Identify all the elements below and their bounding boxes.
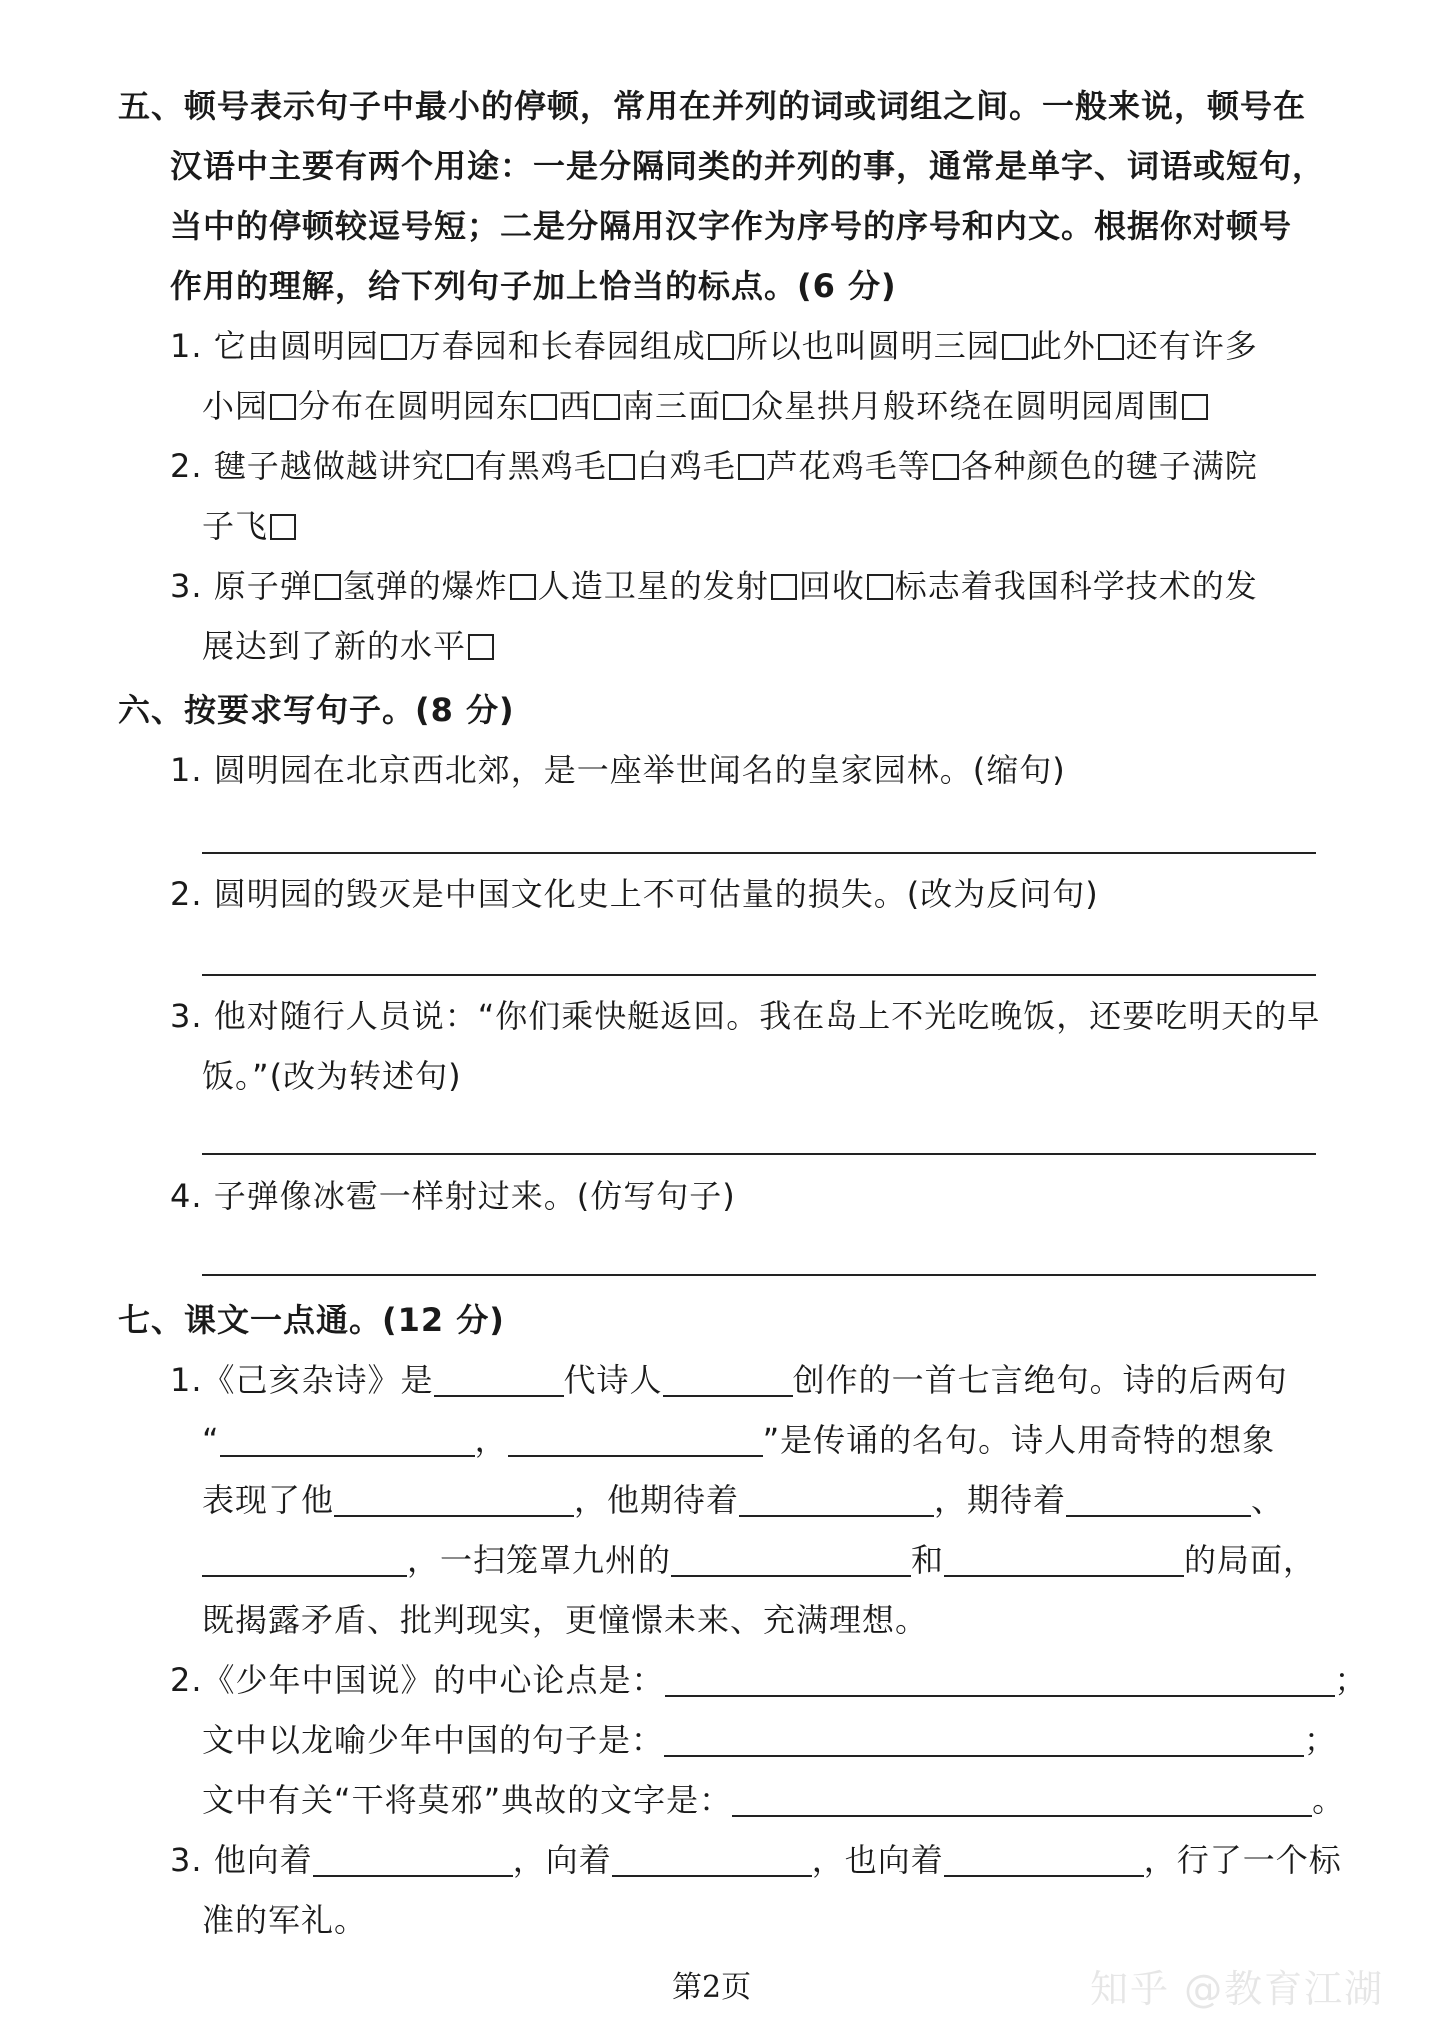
fill-blank[interactable] (671, 1545, 911, 1577)
fill-blank[interactable] (663, 1365, 793, 1397)
s7-question-1-line-3: 表现了他 ，他期待着 ，期待着 、 (202, 1481, 1285, 1519)
s7-question-2-line-1: 2.《少年中国说》的中心论点是： ； (170, 1661, 1368, 1699)
fill-blank[interactable] (612, 1845, 812, 1877)
fill-blank[interactable] (944, 1845, 1144, 1877)
s6-question-4: 4. 子弹像冰雹一样射过来。(仿写句子) (170, 1177, 736, 1215)
section-5-line-2: 汉语中主要有两个用途：一是分隔同类的并列的事，通常是单字、词语或短句， (170, 147, 1326, 185)
punctuation-box[interactable] (270, 514, 296, 540)
s6-question-1: 1. 圆明园在北京西北郊，是一座举世闻名的皇家园林。(缩句) (170, 751, 1066, 789)
fill-blank[interactable] (220, 1425, 475, 1457)
fill-blank[interactable] (944, 1545, 1184, 1577)
punctuation-box[interactable] (723, 394, 749, 420)
fill-blank[interactable] (665, 1665, 1335, 1697)
punctuation-box[interactable] (1182, 394, 1208, 420)
s6-question-3-line-1: 3. 他对随行人员说：“你们乘快艇返回。我在岛上不光吃晚饭，还要吃明天的早 (170, 997, 1321, 1035)
s6-answer-line-1[interactable] (202, 852, 1316, 854)
punctuation-box[interactable] (531, 394, 557, 420)
punctuation-box[interactable] (447, 454, 473, 480)
watermark: 知乎 @教育江湖 (1090, 1967, 1385, 2011)
s7-question-1-line-5: 既揭露矛盾、批判现实，更憧憬未来、充满理想。 (202, 1601, 929, 1639)
fill-blank[interactable] (664, 1725, 1304, 1757)
punctuation-box[interactable] (609, 454, 635, 480)
punctuation-box[interactable] (933, 454, 959, 480)
punctuation-box[interactable] (1098, 334, 1124, 360)
fill-blank[interactable] (313, 1845, 513, 1877)
s5-question-2-line-1: 2. 毽子越做越讲究 有黑鸡毛 白鸡毛 芦花鸡毛等 各种颜色的毽子满院 (170, 447, 1258, 485)
fill-blank[interactable] (202, 1545, 407, 1577)
fill-blank[interactable] (739, 1485, 934, 1517)
s5-question-1-line-1: 1. 它由圆明园 万春园和长春园组成 所以也叫圆明三园 此外 还有许多 (170, 327, 1258, 365)
section-5-line-1: 五、顿号表示句子中最小的停顿，常用在并列的词或词组之间。一般来说，顿号在 (118, 87, 1307, 125)
punctuation-box[interactable] (468, 634, 494, 660)
s7-question-2-line-2: 文中以龙喻少年中国的句子是： ； (202, 1721, 1338, 1759)
section-7-title: 七、课文一点通。(12 分) (118, 1301, 505, 1339)
s6-question-2: 2. 圆明园的毁灭是中国文化史上不可估量的损失。(改为反问句) (170, 875, 1099, 913)
punctuation-box[interactable] (315, 574, 341, 600)
page-number: 第2页 (672, 1970, 752, 2005)
fill-blank[interactable] (434, 1365, 564, 1397)
section-5-line-3: 当中的停顿较逗号短；二是分隔用汉字作为序号的序号和内文。根据你对顿号 (170, 207, 1293, 245)
punctuation-box[interactable] (510, 574, 536, 600)
punctuation-box[interactable] (738, 454, 764, 480)
punctuation-box[interactable] (708, 334, 734, 360)
punctuation-box[interactable] (867, 574, 893, 600)
s5-question-1-line-2: 小园 分布在圆明园东 西 南三面 众星拱月般环绕在圆明园周围 (202, 384, 1210, 428)
punctuation-box[interactable] (270, 394, 296, 420)
s7-question-1-line-1: 1.《己亥杂诗》是 代诗人 创作的一首七言绝句。诗的后两句 (170, 1361, 1288, 1399)
punctuation-box[interactable] (771, 574, 797, 600)
fill-blank[interactable] (508, 1425, 763, 1457)
s7-question-1-line-4: ，一扫笼罩九州的 和 的局面， (202, 1538, 1316, 1582)
section-6-title: 六、按要求写句子。(8 分) (118, 691, 515, 729)
s7-question-2-line-3: 文中有关“干将莫邪”典故的文字是： 。 (202, 1781, 1346, 1819)
punctuation-box[interactable] (381, 334, 407, 360)
s5-question-3-line-2: 展达到了新的水平 (202, 624, 496, 668)
s5-question-3-line-1: 3. 原子弹 氢弹的爆炸 人造卫星的发射 回收 标志着我国科学技术的发 (170, 567, 1258, 605)
s5-question-2-line-2: 子飞 (202, 504, 298, 548)
punctuation-box[interactable] (594, 394, 620, 420)
section-5-line-4: 作用的理解，给下列句子加上恰当的标点。(6 分) (170, 267, 897, 305)
s6-answer-line-4[interactable] (202, 1274, 1316, 1276)
s7-question-3-line-1: 3. 他向着 ，向着 ，也向着 ，行了一个标 (170, 1841, 1342, 1879)
fill-blank[interactable] (334, 1485, 574, 1517)
fill-blank[interactable] (1066, 1485, 1251, 1517)
s6-answer-line-2[interactable] (202, 974, 1316, 976)
s6-answer-line-3[interactable] (202, 1153, 1316, 1155)
fill-blank[interactable] (732, 1785, 1312, 1817)
punctuation-box[interactable] (1002, 334, 1028, 360)
s7-question-3-line-2: 准的军礼。 (202, 1901, 368, 1939)
s7-question-1-line-2: “ ， ”是传诵的名句。诗人用奇特的想象 (202, 1421, 1276, 1459)
s6-question-3-line-2: 饭。”(改为转述句) (202, 1057, 462, 1095)
